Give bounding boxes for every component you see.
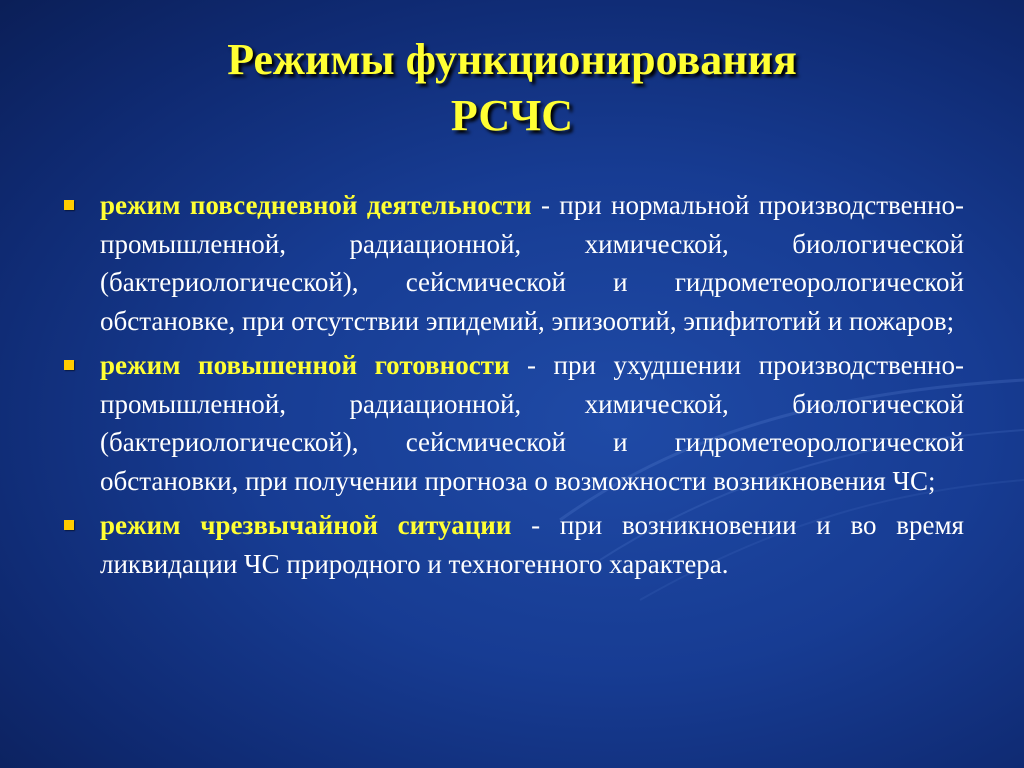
bullet-item-emergency-mode: [60, 506, 964, 583]
bullet-term: режим повседневной деятельности: [100, 190, 532, 220]
slide-title-line-2: РСЧС: [450, 91, 574, 140]
bullet-item-everyday-mode: [60, 186, 964, 340]
slide-title: [0, 32, 1024, 144]
bullet-item-alert-mode: [60, 346, 964, 500]
bullet-text: - при ухудшении производственно-промышленной, радиационной, химической, биологической (бактериологической), сейсмической и гидрометеорологической обстановки, при получении прогноза о возможности возникновения ЧС;: [100, 350, 964, 496]
bullet-term: режим повышенной готовности: [100, 350, 510, 380]
square-bullet-icon: [64, 520, 74, 530]
bullet-list: [60, 186, 964, 589]
bullet-text: - при нормальной производственно-промышленной, радиационной, химической, биологической (бактериологической), сейсмической и гидрометеорологической обстановке, при отсутствии эпидемий, эпизоотий, эпифитотий и пожаров;: [100, 190, 965, 336]
square-bullet-icon: [64, 200, 74, 210]
square-bullet-icon: [64, 360, 74, 370]
bullet-text: - при возникновении и во время ликвидации ЧС природного и техногенного характера.: [100, 510, 964, 579]
bullet-term: режим чрезвычайной ситуации: [100, 510, 512, 540]
slide-title-line-1: Режимы функционирования: [227, 35, 797, 84]
